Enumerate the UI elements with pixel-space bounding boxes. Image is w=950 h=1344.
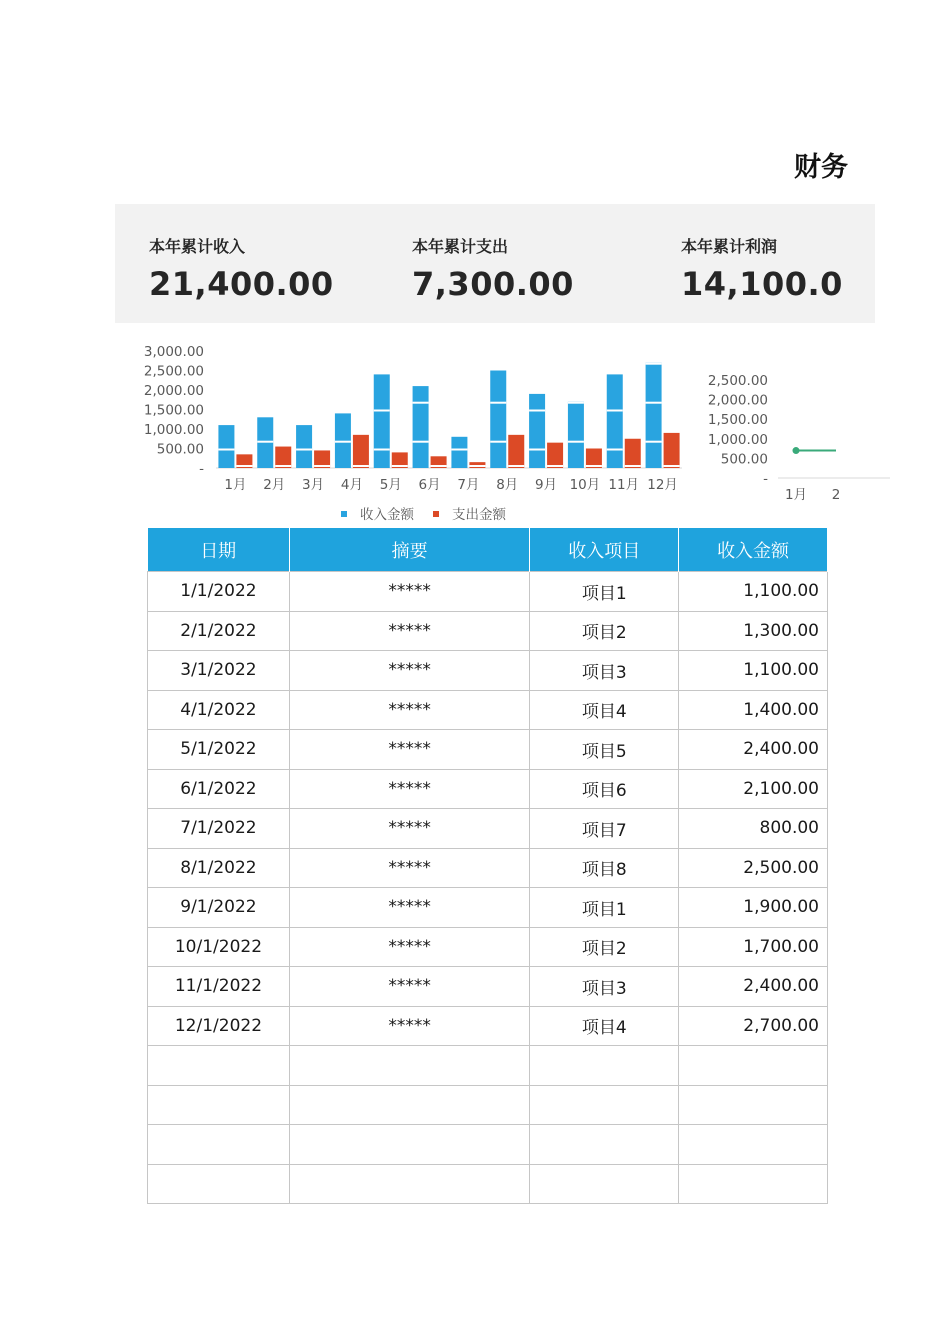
- cell-income-amount[interactable]: 1,100.00: [679, 651, 828, 691]
- y-tick-label: 1,500.00: [143, 402, 204, 419]
- cell-income-amount[interactable]: 1,700.00: [679, 927, 828, 967]
- header-income-item[interactable]: 收入项目: [530, 528, 679, 572]
- cell-date[interactable]: 4/1/2022: [148, 690, 290, 730]
- cell-summary[interactable]: [289, 1125, 530, 1165]
- cell-date[interactable]: 8/1/2022: [148, 848, 290, 888]
- table-row: [148, 690, 828, 730]
- bar-segment-divider: [568, 402, 584, 404]
- cell-summary[interactable]: *****: [289, 730, 530, 770]
- bar-segment-divider: [646, 402, 662, 404]
- x-tick-label: 7月: [457, 477, 480, 493]
- cell-date[interactable]: 5/1/2022: [148, 730, 290, 770]
- bar-segment-divider: [218, 449, 234, 451]
- cell-summary[interactable]: *****: [289, 611, 530, 651]
- bar-segment-divider: [314, 465, 330, 467]
- cell-summary[interactable]: *****: [289, 967, 530, 1007]
- bar-segment-divider: [413, 402, 429, 404]
- bar-segment-divider: [625, 465, 641, 467]
- cell-income-item[interactable]: 项目6: [530, 769, 679, 809]
- table-row: [148, 572, 828, 612]
- table-body: [148, 572, 828, 1204]
- income-bar: [607, 374, 623, 468]
- cell-date[interactable]: [148, 1125, 290, 1165]
- cell-summary[interactable]: *****: [289, 888, 530, 928]
- y-tick-label: 500.00: [156, 441, 204, 458]
- kpi-profit-value: 14,100.0: [681, 265, 843, 303]
- bar-segment-divider: [335, 441, 351, 443]
- income-bar: [296, 425, 312, 468]
- cell-date[interactable]: 3/1/2022: [148, 651, 290, 691]
- table-row: [148, 848, 828, 888]
- cell-income-amount[interactable]: 800.00: [679, 809, 828, 849]
- cell-income-amount[interactable]: [679, 1125, 828, 1165]
- bar-segment-divider: [374, 410, 390, 412]
- bar-segment-divider: [646, 441, 662, 443]
- bar-segment-divider: [607, 449, 623, 451]
- x-tick-label: 1月: [784, 487, 808, 503]
- x-tick-label: 4月: [340, 477, 363, 493]
- table-row: [148, 1164, 828, 1204]
- income-bar: [646, 363, 662, 468]
- cell-income-amount[interactable]: [679, 1046, 828, 1086]
- cell-summary[interactable]: *****: [289, 690, 530, 730]
- income-bar: [374, 374, 390, 468]
- income-bar: [529, 394, 545, 468]
- y-tick-label: 1,000.00: [707, 431, 768, 448]
- cell-summary[interactable]: *****: [289, 927, 530, 967]
- x-tick-label: 12月: [647, 477, 678, 493]
- cell-income-amount[interactable]: 1,900.00: [679, 888, 828, 928]
- bar-segment-divider: [529, 449, 545, 451]
- cell-summary[interactable]: *****: [289, 769, 530, 809]
- legend-expense-swatch: [433, 511, 439, 517]
- legend-income-label: 收入金额: [360, 507, 414, 523]
- table-row: [148, 1006, 828, 1046]
- bar-segment-divider: [664, 465, 680, 467]
- cell-income-amount[interactable]: 2,400.00: [679, 730, 828, 770]
- cell-summary[interactable]: *****: [289, 848, 530, 888]
- bar-segment-divider: [353, 465, 369, 467]
- cell-date[interactable]: 12/1/2022: [148, 1006, 290, 1046]
- bar-segment-divider: [529, 410, 545, 412]
- cell-income-amount[interactable]: 2,400.00: [679, 967, 828, 1007]
- monthly-income-expense-bar-chart: [120, 335, 700, 530]
- x-tick-label: 10月: [569, 477, 601, 493]
- cell-summary[interactable]: *****: [289, 572, 530, 612]
- y-tick-label: 1,000.00: [143, 422, 204, 438]
- cell-date[interactable]: 6/1/2022: [148, 769, 290, 809]
- cell-summary[interactable]: *****: [289, 809, 530, 849]
- bar-segment-divider: [413, 441, 429, 443]
- x-tick-label: 2月: [263, 477, 286, 493]
- income-bar: [451, 437, 467, 468]
- expense-bar: [275, 447, 291, 468]
- cell-date[interactable]: [148, 1046, 290, 1086]
- table-row: [148, 967, 828, 1007]
- kpi-income-label: 本年累计收入: [149, 237, 246, 256]
- page-title: 财务: [794, 152, 848, 183]
- bar-segment-divider: [374, 449, 390, 451]
- y-tick-label: 2,000.00: [707, 392, 768, 409]
- cell-income-amount[interactable]: 1,100.00: [679, 572, 828, 612]
- table-row: [148, 730, 828, 770]
- bar-segment-divider: [296, 449, 312, 451]
- kpi-income: [149, 234, 334, 303]
- expense-bar: [353, 435, 369, 468]
- cell-date[interactable]: 7/1/2022: [148, 809, 290, 849]
- expense-bar: [625, 439, 641, 468]
- header-income-amount[interactable]: 收入金额: [679, 528, 828, 572]
- income-bar: [490, 371, 506, 469]
- cell-income-item[interactable]: 项目8: [530, 848, 679, 888]
- x-tick-label: 8月: [496, 477, 519, 493]
- bar-segment-divider: [392, 465, 408, 467]
- bar-segment-divider: [508, 465, 524, 467]
- cell-income-amount[interactable]: 2,500.00: [679, 848, 828, 888]
- cell-income-amount[interactable]: 1,400.00: [679, 690, 828, 730]
- cell-income-amount[interactable]: [679, 1164, 828, 1204]
- expense-bar: [508, 435, 524, 468]
- table-row: [148, 888, 828, 928]
- cell-income-item[interactable]: 项目2: [530, 927, 679, 967]
- cell-summary[interactable]: *****: [289, 651, 530, 691]
- cell-income-item[interactable]: [530, 1164, 679, 1204]
- table-row: [148, 1046, 828, 1086]
- table-row: [148, 809, 828, 849]
- cell-income-item[interactable]: [530, 1085, 679, 1125]
- kpi-income-value: 21,400.00: [149, 265, 334, 303]
- table-row: [148, 769, 828, 809]
- cell-income-item[interactable]: 项目1: [530, 888, 679, 928]
- x-tick-label: 6月: [418, 477, 441, 493]
- bar-segment-divider: [490, 402, 506, 404]
- x-tick-label: 1月: [224, 477, 247, 493]
- bar-segment-divider: [568, 441, 584, 443]
- bar-segment-divider: [547, 465, 563, 467]
- header-date[interactable]: 日期: [148, 528, 290, 572]
- cell-income-amount[interactable]: 1,300.00: [679, 611, 828, 651]
- kpi-expense-label: 本年累计支出: [412, 237, 509, 256]
- legend-income-swatch: [341, 511, 347, 517]
- cell-income-item[interactable]: 项目5: [530, 730, 679, 770]
- y-tick-label: -: [199, 461, 204, 477]
- income-bar: [218, 425, 234, 468]
- x-tick-label: 11月: [608, 477, 640, 493]
- table-row: [148, 1125, 828, 1165]
- bar-segment-divider: [275, 465, 291, 467]
- y-tick-label: 500.00: [720, 451, 768, 468]
- bar-segment-divider: [451, 449, 467, 451]
- cell-income-item[interactable]: 项目7: [530, 809, 679, 849]
- cell-income-item[interactable]: 项目1: [530, 572, 679, 612]
- bar-segment-divider: [607, 410, 623, 412]
- bar-segment-divider: [469, 465, 485, 467]
- cell-date[interactable]: [148, 1164, 290, 1204]
- bar-segment-divider: [257, 441, 273, 443]
- table-row: [148, 611, 828, 651]
- cell-date[interactable]: 1/1/2022: [148, 572, 290, 612]
- bar-segment-divider: [490, 441, 506, 443]
- y-tick-label: -: [763, 471, 768, 487]
- summary-panel: [115, 204, 875, 323]
- profit-point: [793, 447, 800, 454]
- cell-date[interactable]: [148, 1085, 290, 1125]
- kpi-expense: [412, 234, 574, 303]
- cell-income-item[interactable]: [530, 1125, 679, 1165]
- kpi-profit-label: 本年累计利润: [681, 237, 778, 256]
- income-ledger-table: [147, 528, 828, 1204]
- cell-income-amount[interactable]: 2,100.00: [679, 769, 828, 809]
- cell-income-item[interactable]: [530, 1046, 679, 1086]
- table-row: [148, 651, 828, 691]
- kpi-profit: [681, 234, 843, 303]
- y-tick-label: 2,000.00: [143, 383, 204, 399]
- cell-income-item[interactable]: 项目3: [530, 651, 679, 691]
- expense-bar: [664, 433, 680, 468]
- cell-income-amount[interactable]: 2,700.00: [679, 1006, 828, 1046]
- cell-income-item[interactable]: 项目3: [530, 967, 679, 1007]
- cell-summary[interactable]: *****: [289, 1006, 530, 1046]
- expense-bar: [547, 443, 563, 468]
- x-tick-label: 5月: [379, 477, 402, 493]
- cell-date[interactable]: 10/1/2022: [148, 927, 290, 967]
- cell-date[interactable]: 9/1/2022: [148, 888, 290, 928]
- monthly-profit-line-chart: [690, 365, 890, 515]
- cell-income-amount[interactable]: [679, 1085, 828, 1125]
- cell-income-item[interactable]: 项目4: [530, 690, 679, 730]
- cell-summary[interactable]: [289, 1046, 530, 1086]
- income-bar: [568, 402, 584, 468]
- cell-summary[interactable]: [289, 1164, 530, 1204]
- bar-segment-divider: [586, 465, 602, 467]
- table-row: [148, 1085, 828, 1125]
- x-tick-label: 2: [831, 487, 841, 503]
- cell-income-item[interactable]: 项目4: [530, 1006, 679, 1046]
- bar-segment-divider: [431, 465, 447, 467]
- header-summary[interactable]: 摘要: [289, 528, 530, 572]
- income-bar: [413, 386, 429, 468]
- cell-date[interactable]: 2/1/2022: [148, 611, 290, 651]
- cell-date[interactable]: 11/1/2022: [148, 967, 290, 1007]
- kpi-expense-value: 7,300.00: [412, 265, 574, 303]
- y-tick-label: 3,000.00: [143, 344, 204, 360]
- table-row: [148, 927, 828, 967]
- x-tick-label: 9月: [535, 477, 558, 493]
- bar-segment-divider: [646, 363, 662, 365]
- bar-segment-divider: [236, 465, 252, 467]
- x-tick-label: 3月: [302, 477, 325, 493]
- y-tick-label: 2,500.00: [143, 363, 204, 380]
- legend-expense-label: 支出金额: [452, 507, 506, 523]
- y-tick-label: 1,500.00: [707, 412, 768, 429]
- cell-summary[interactable]: [289, 1085, 530, 1125]
- cell-income-item[interactable]: 项目2: [530, 611, 679, 651]
- y-tick-label: 2,500.00: [707, 373, 768, 389]
- table-header-row: [148, 528, 828, 572]
